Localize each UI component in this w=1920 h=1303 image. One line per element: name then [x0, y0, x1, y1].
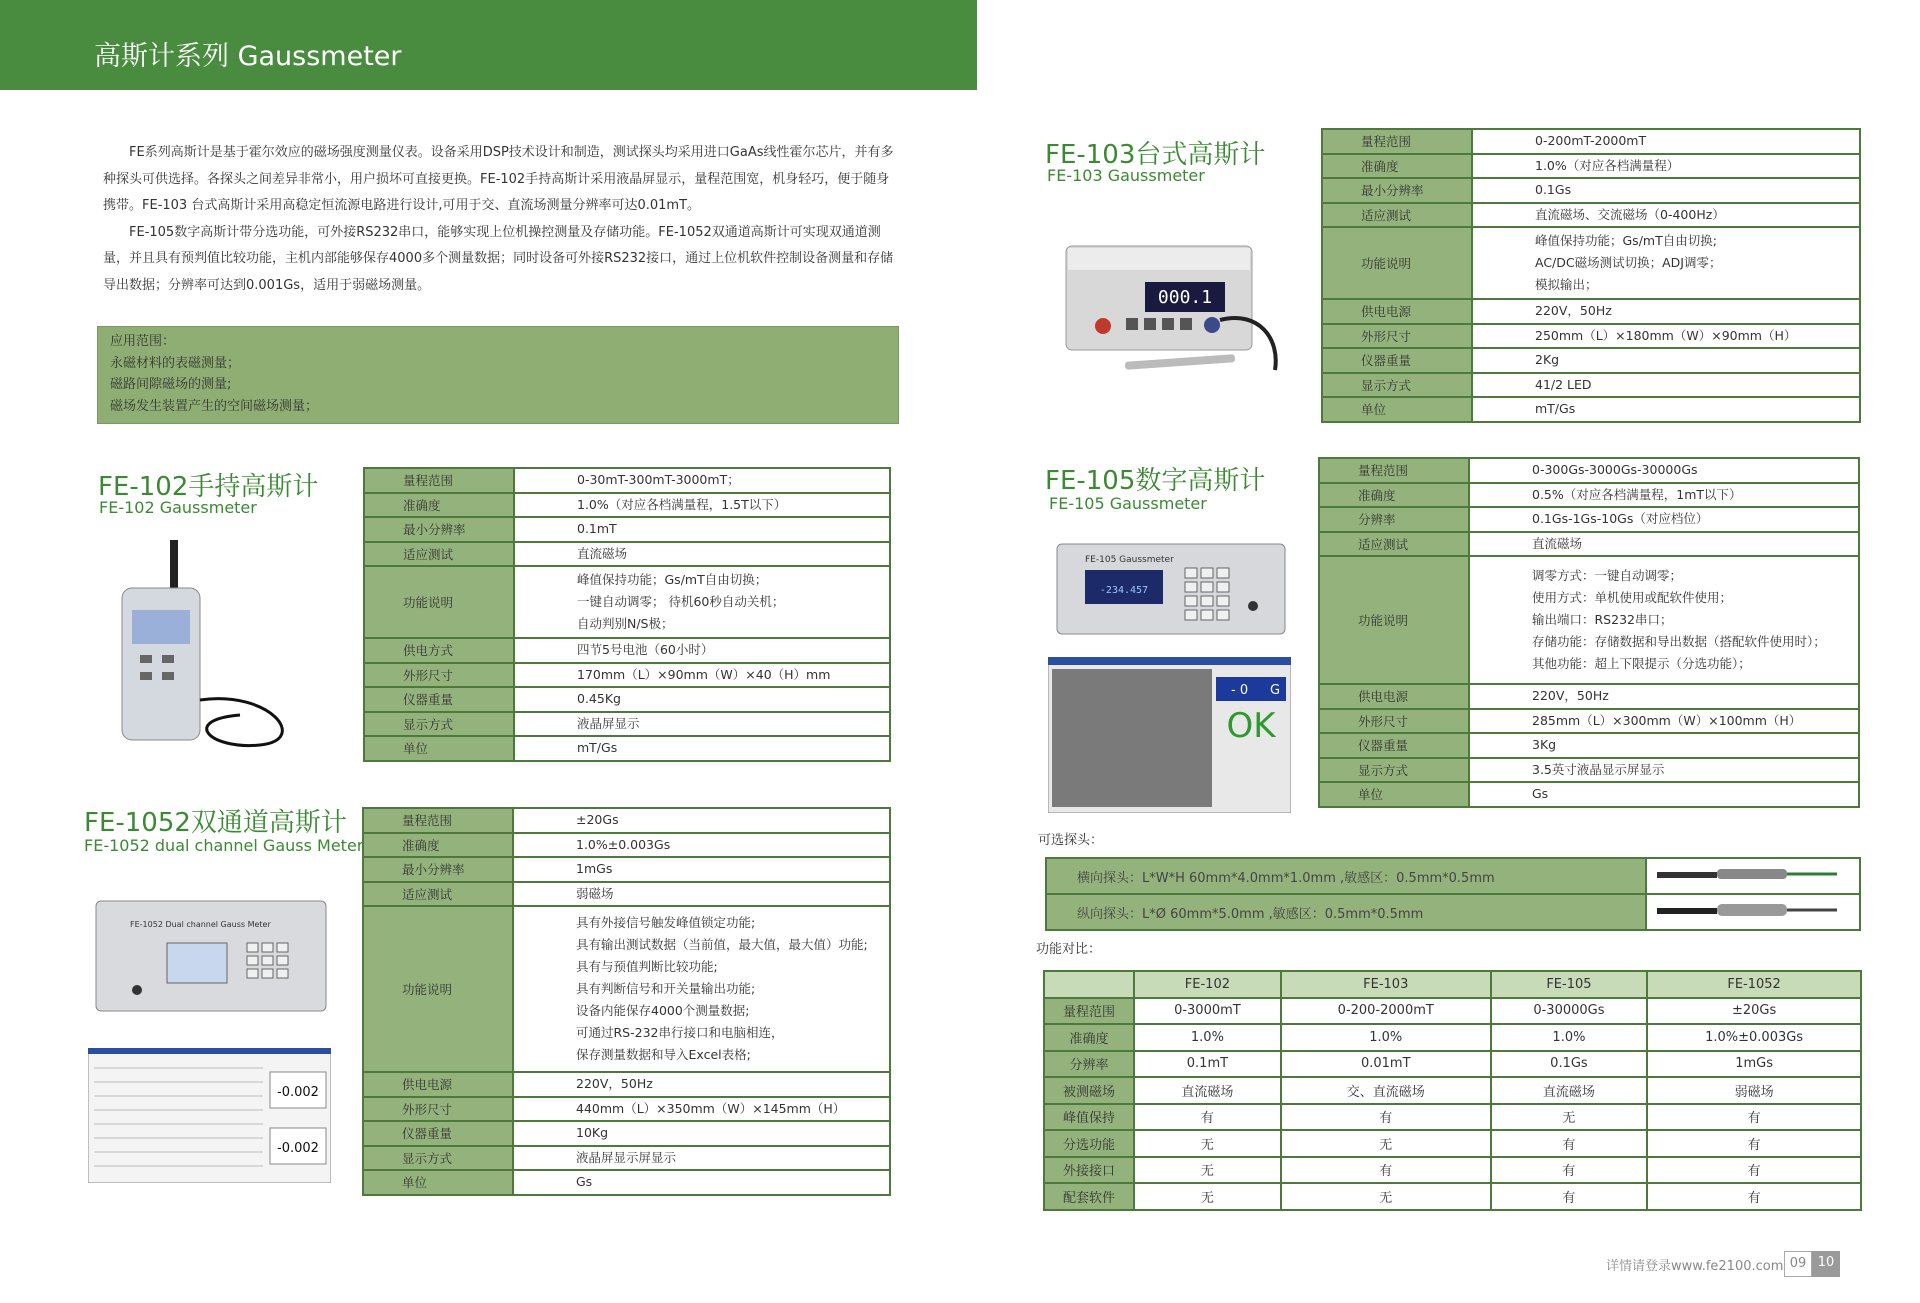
spec-key: 单位 [363, 1170, 513, 1195]
compare-cell: 0.01mT [1281, 1051, 1491, 1078]
compare-cell: 有 [1491, 1183, 1647, 1210]
spec-value [1469, 758, 1859, 783]
spec-value [513, 882, 890, 907]
compare-cell: 1.0% [1491, 1024, 1647, 1051]
applications-item: 永磁材料的表磁测量； [110, 355, 241, 371]
spec-key: 适应测试 [1322, 203, 1472, 228]
spec-row [1319, 458, 1859, 483]
spec-value-line: 液晶屏显示 [577, 715, 640, 731]
spec-row [1322, 324, 1860, 349]
compare-cell: 0-200-2000mT [1281, 998, 1491, 1025]
compare-header-cell: FE-105 [1491, 971, 1647, 998]
spec-value-line: 调零方式：一键自动调零； [1532, 568, 1683, 583]
fe105-screen-ok: OK [1226, 706, 1276, 746]
spec-key: 准确度 [364, 493, 514, 518]
fe1052-device-label: FE-1052 Dual channel Gauss Meter [130, 920, 271, 929]
spec-value-line: Gs [576, 1174, 593, 1190]
fe105-screen-unit: G [1270, 683, 1281, 698]
spec-value-line: 1.0%±0.003Gs [576, 836, 671, 852]
spec-key: 仪器重量 [1319, 733, 1469, 758]
compare-header-row [1044, 971, 1861, 998]
spec-key: 功能说明 [363, 906, 513, 1072]
compare-cell: 1.0%±0.003Gs [1647, 1024, 1861, 1051]
compare-cell: 无 [1134, 1183, 1281, 1210]
spec-value [514, 468, 890, 493]
compare-cell: 0-3000mT [1134, 998, 1281, 1025]
compare-cell: 无 [1491, 1104, 1647, 1131]
spec-value-line: 使用方式：单机使用或配软件使用； [1532, 590, 1733, 605]
compare-header-cell: FE-102 [1134, 971, 1281, 998]
spec-key: 最小分辨率 [364, 517, 514, 542]
spec-key: 功能说明 [364, 566, 514, 638]
spec-value [1472, 203, 1860, 228]
spec-key: 最小分辨率 [363, 857, 513, 882]
compare-cell: 有 [1281, 1157, 1491, 1184]
compare-cell: 弱磁场 [1647, 1077, 1861, 1104]
spec-value [1469, 483, 1859, 508]
spec-value-line: 具有外接信号触发峰值锁定功能; [576, 915, 756, 930]
probe-longitudinal: 纵向探头：L*Ø 60mm*5.0mm ,敏感区：0.5mm*0.5mm [1046, 894, 1646, 930]
compare-row [1044, 1051, 1861, 1078]
fe102-subtitle: FE-102 Gaussmeter [99, 498, 257, 517]
spec-key: 分辨率 [1319, 507, 1469, 532]
spec-value-line: 设备内能保存4000个测量数据; [576, 1003, 750, 1018]
spec-row [363, 808, 890, 833]
spec-value [1472, 178, 1860, 203]
spec-value-line: Gs [1532, 786, 1549, 802]
fe105-device-label: FE-105 Gaussmeter [1085, 555, 1174, 565]
compare-cell: 有 [1281, 1104, 1491, 1131]
spec-value-line: 四节5号电池（60小时） [577, 642, 714, 658]
spec-row [364, 566, 890, 638]
probes-table [1045, 857, 1861, 931]
fe1052-software-screenshot [88, 1048, 331, 1183]
spec-key: 外形尺寸 [364, 663, 514, 688]
compare-cell: 交、直流磁场 [1281, 1077, 1491, 1104]
spec-row [1322, 373, 1860, 398]
spec-value-line: AC/DC磁场测试切换；ADJ调零； [1535, 255, 1722, 270]
spec-value [514, 663, 890, 688]
spec-row [363, 1072, 890, 1097]
spec-row [1319, 684, 1859, 709]
spec-row [1322, 299, 1860, 324]
spec-value-line: mT/Gs [1535, 401, 1576, 417]
spec-value [514, 542, 890, 567]
spec-value-line: 其他功能：超上下限提示（分选功能）； [1532, 656, 1751, 671]
fe103-display: 000.1 [1157, 287, 1213, 308]
spec-row [363, 882, 890, 907]
spec-value [1472, 154, 1860, 179]
probe-row [1046, 858, 1860, 894]
spec-row [1322, 348, 1860, 373]
spec-value [1472, 129, 1860, 154]
compare-cell: 直流磁场 [1134, 1077, 1281, 1104]
spec-key: 显示方式 [1319, 758, 1469, 783]
spec-key: 适应测试 [363, 882, 513, 907]
fe105-device-display: -234.457 [1099, 585, 1149, 596]
spec-row [1322, 154, 1860, 179]
spec-key: 供电电源 [363, 1072, 513, 1097]
spec-value-line: 285mm（L）×300mm（W）×100mm（H） [1532, 712, 1802, 728]
spec-value [513, 1170, 890, 1195]
compare-cell: 1.0% [1134, 1024, 1281, 1051]
spec-row [1322, 203, 1860, 228]
spec-row [364, 493, 890, 518]
spec-value-line: 具有输出测试数据（当前值，最大值，最大值）功能; [576, 937, 868, 952]
compare-cell: ±20Gs [1647, 998, 1861, 1025]
spec-key: 最小分辨率 [1322, 178, 1472, 203]
compare-row [1044, 1183, 1861, 1210]
spec-key: 适应测试 [364, 542, 514, 567]
spec-row [1319, 758, 1859, 783]
spec-key: 量程范围 [363, 808, 513, 833]
spec-value [513, 1146, 890, 1171]
spec-key: 仪器重量 [1322, 348, 1472, 373]
spec-key: 单位 [364, 736, 514, 761]
spec-value-line: 0.1Gs-1Gs-10Gs（对应档位） [1532, 511, 1709, 527]
spec-value-line: 峰值保持功能；Gs/mT自由切换； [577, 572, 768, 587]
spec-value-line: 1.0%（对应各档满量程） [1535, 157, 1680, 173]
fe102-spec-table [363, 467, 891, 762]
fe1052-subtitle: FE-1052 dual channel Gauss Meter [84, 836, 364, 855]
spec-value [1472, 227, 1860, 299]
spec-key: 功能说明 [1319, 556, 1469, 684]
spec-value [514, 638, 890, 663]
spec-value-line: 41/2 LED [1535, 376, 1592, 392]
spec-value [1472, 397, 1860, 422]
spec-key: 准确度 [1322, 154, 1472, 179]
fe105-title: FE-105数字高斯计 [1045, 466, 1266, 496]
compare-header-cell: FE-1052 [1647, 971, 1861, 998]
spec-value-line: 220V，50Hz [1535, 303, 1612, 319]
spec-value-line: 0-300Gs-3000Gs-30000Gs [1532, 462, 1698, 478]
spec-row [1319, 507, 1859, 532]
compare-cell: 有 [1134, 1104, 1281, 1131]
spec-row [364, 517, 890, 542]
spec-value [1469, 507, 1859, 532]
spec-key: 外形尺寸 [1319, 709, 1469, 734]
spec-key: 仪器重量 [363, 1121, 513, 1146]
spec-value-line: 0.1Gs [1535, 182, 1572, 198]
footer-url[interactable]: 详情请登录www.fe2100.com [1606, 1259, 1784, 1274]
compare-cell: 无 [1281, 1183, 1491, 1210]
spec-value [1469, 733, 1859, 758]
spec-value-line: 3.5英寸液晶显示屏显示 [1532, 761, 1665, 777]
fe1052-device-photo [92, 895, 332, 1020]
probes-label: 可选探头： [1038, 833, 1104, 848]
spec-row [364, 542, 890, 567]
compare-cell: 0.1mT [1134, 1051, 1281, 1078]
applications-box [97, 326, 899, 424]
spec-value-line: 0.1mT [577, 521, 617, 537]
spec-row [364, 712, 890, 737]
fe102-title: FE-102手持高斯计 [98, 472, 319, 502]
spec-key: 准确度 [1319, 483, 1469, 508]
spec-row [363, 1170, 890, 1195]
spec-value [514, 517, 890, 542]
fe103-subtitle: FE-103 Gaussmeter [1047, 166, 1205, 185]
spec-row [363, 857, 890, 882]
probe-row [1046, 894, 1860, 930]
compare-row-key: 峰值保持 [1044, 1104, 1134, 1131]
spec-value-line: 3Kg [1532, 737, 1557, 753]
spec-value-line: ±20Gs [576, 812, 619, 828]
fe102-device-photo [110, 540, 310, 750]
spec-row [1322, 178, 1860, 203]
fe1052-spec-table [362, 807, 891, 1196]
compare-table [1043, 970, 1862, 1211]
fe1052-screen-value-1: -0.002 [277, 1085, 319, 1100]
spec-value [1472, 348, 1860, 373]
fe105-screen-value: - 0 [1231, 683, 1249, 698]
spec-value-line: 输出端口：RS232串口； [1532, 612, 1673, 627]
compare-cell: 有 [1491, 1130, 1647, 1157]
spec-value-line: 具有判断信号和开关量输出功能; [576, 981, 756, 996]
spec-value [513, 1072, 890, 1097]
fe103-spec-table [1321, 128, 1861, 423]
spec-key: 供电电源 [1322, 299, 1472, 324]
spec-row [363, 1146, 890, 1171]
spec-value [1469, 684, 1859, 709]
fe103-title: FE-103台式高斯计 [1045, 140, 1266, 170]
compare-row-key: 分辨率 [1044, 1051, 1134, 1078]
spec-key: 单位 [1322, 397, 1472, 422]
spec-row [1322, 129, 1860, 154]
spec-row [1319, 733, 1859, 758]
spec-row [1319, 782, 1859, 807]
compare-row-key: 分选功能 [1044, 1130, 1134, 1157]
spec-row [1319, 556, 1859, 684]
compare-row [1044, 1157, 1861, 1184]
spec-key: 显示方式 [364, 712, 514, 737]
spec-value [513, 833, 890, 858]
spec-value-line: 一键自动调零； 待机60秒自动关机； [577, 594, 785, 609]
spec-value-line: 1.0%（对应各档满量程，1.5T以下） [577, 496, 787, 512]
spec-value [1472, 373, 1860, 398]
spec-value [514, 712, 890, 737]
spec-value [513, 1097, 890, 1122]
spec-value [1469, 556, 1859, 684]
spec-value [1469, 532, 1859, 557]
spec-row [363, 1097, 890, 1122]
spec-row [364, 638, 890, 663]
intro-paragraph-2: FE-105数字高斯计带分选功能，可外接RS232串口，能够实现上位机操控测量及存储功能。FE-1052双通道高斯计可实现双通道测量，并且具有预判值比较功能，主机内部能够保存4000多个测量数据；同时设备可外接RS232接口，通过上位机软件控制设备测量和存储导出数据；分辨率可达到0.001Gs，适用于弱磁场测量。 [103, 224, 894, 293]
fe105-software-screenshot [1048, 657, 1291, 813]
spec-key: 量程范围 [364, 468, 514, 493]
fe105-spec-table [1318, 457, 1860, 808]
page-number-right: 10 [1812, 1251, 1840, 1277]
compare-cell: 有 [1647, 1183, 1861, 1210]
compare-row [1044, 1104, 1861, 1131]
spec-key: 功能说明 [1322, 227, 1472, 299]
compare-cell: 1mGs [1647, 1051, 1861, 1078]
spec-value-line: 440mm（L）×350mm（W）×145mm（H） [576, 1100, 846, 1116]
spec-value [514, 493, 890, 518]
compare-row-key: 被测磁场 [1044, 1077, 1134, 1104]
spec-row [363, 906, 890, 1072]
compare-cell: 直流磁场 [1491, 1077, 1647, 1104]
applications-heading: 应用范围： [110, 334, 176, 349]
spec-row [1319, 483, 1859, 508]
fe1052-screen-value-2: -0.002 [277, 1141, 319, 1156]
compare-row [1044, 998, 1861, 1025]
spec-value-line: 液晶屏显示屏显示 [576, 1149, 677, 1165]
spec-key: 仪器重量 [364, 687, 514, 712]
spec-row [364, 736, 890, 761]
spec-value [1472, 324, 1860, 349]
spec-value-line: 220V，50Hz [576, 1076, 653, 1092]
applications-item: 磁路间隙磁场的测量; [110, 377, 232, 392]
spec-value-line: 0.5%（对应各档满量程，1mT以下） [1532, 486, 1742, 502]
spec-value-line: 170mm（L）×90mm（W）×40（H）mm [577, 666, 831, 682]
spec-key: 准确度 [363, 833, 513, 858]
spec-value-line: 2Kg [1535, 352, 1560, 368]
compare-header-cell [1044, 971, 1134, 998]
spec-value-line: 0.45Kg [577, 691, 621, 707]
probe-transverse: 横向探头：L*W*H 60mm*4.0mm*1.0mm ,敏感区：0.5mm*0.5mm [1046, 858, 1646, 894]
compare-cell: 无 [1281, 1130, 1491, 1157]
spec-key: 显示方式 [1322, 373, 1472, 398]
spec-key: 适应测试 [1319, 532, 1469, 557]
spec-value-line: 直流磁场 [1532, 535, 1583, 551]
spec-row [363, 1121, 890, 1146]
spec-value-line: mT/Gs [577, 740, 618, 756]
spec-value-line: 弱磁场 [576, 885, 614, 901]
spec-value-line: 保存测量数据和导入Excel表格; [576, 1047, 751, 1062]
spec-row [364, 687, 890, 712]
spec-value [514, 566, 890, 638]
applications-item: 磁场发生装置产生的空间磁场测量； [110, 398, 319, 414]
compare-cell: 有 [1647, 1130, 1861, 1157]
page-title: 高斯计系列 Gaussmeter [94, 41, 402, 72]
spec-value [1469, 782, 1859, 807]
spec-row [1319, 709, 1859, 734]
fe105-device-photo [1055, 540, 1290, 640]
intro-paragraph-1: FE系列高斯计是基于霍尔效应的磁场强度测量仪表。设备采用DSP技术设计和制造，测试探头均采用进口GaAs线性霍尔芯片，并有多种探头可供选择。各探头之间差异非常小，用户损坏可直接更换。FE-102手持高斯计采用液晶屏显示，量程范围宽，机身轻巧，便于随身携带。FE-103 台式高斯计采用高稳定恒流源电路进行设计,可用于交、直流场测量分辨率可达0.01mT。 [103, 145, 894, 213]
spec-value-line: 0-200mT-2000mT [1535, 133, 1647, 149]
spec-key: 单位 [1319, 782, 1469, 807]
spec-value-line: 自动判别N/S极； [577, 616, 674, 631]
compare-row [1044, 1077, 1861, 1104]
spec-value [513, 1121, 890, 1146]
spec-key: 外形尺寸 [1322, 324, 1472, 349]
compare-label: 功能对比： [1036, 942, 1102, 957]
spec-row [364, 468, 890, 493]
fe103-device-photo [1060, 230, 1310, 380]
compare-cell: 有 [1647, 1104, 1861, 1131]
spec-key: 外形尺寸 [363, 1097, 513, 1122]
intro-text [103, 140, 901, 299]
spec-value [513, 857, 890, 882]
compare-cell: 0.1Gs [1491, 1051, 1647, 1078]
compare-cell: 无 [1134, 1130, 1281, 1157]
compare-row-key: 量程范围 [1044, 998, 1134, 1025]
spec-row [363, 833, 890, 858]
compare-cell: 有 [1491, 1157, 1647, 1184]
probe-longitudinal-image [1646, 894, 1860, 930]
spec-value [1472, 299, 1860, 324]
compare-row-key: 外接接口 [1044, 1157, 1134, 1184]
compare-row-key: 准确度 [1044, 1024, 1134, 1051]
spec-key: 显示方式 [363, 1146, 513, 1171]
compare-cell: 1.0% [1281, 1024, 1491, 1051]
spec-row [364, 663, 890, 688]
spec-value-line: 10Kg [576, 1125, 609, 1141]
compare-row [1044, 1024, 1861, 1051]
spec-value [514, 687, 890, 712]
spec-value [514, 736, 890, 761]
compare-row-key: 配套软件 [1044, 1183, 1134, 1210]
compare-row [1044, 1130, 1861, 1157]
spec-value-line: 可通过RS-232串行接口和电脑相连， [576, 1025, 784, 1040]
spec-row [1322, 227, 1860, 299]
spec-value [1469, 709, 1859, 734]
spec-value-line: 直流磁场、交流磁场（0-400Hz） [1535, 206, 1725, 222]
spec-value-line: 250mm（L）×180mm（W）×90mm（H） [1535, 327, 1797, 343]
spec-row [1322, 397, 1860, 422]
compare-header-cell: FE-103 [1281, 971, 1491, 998]
spec-value-line: 0-30mT-300mT-3000mT； [577, 472, 740, 488]
spec-value [513, 808, 890, 833]
compare-cell: 有 [1647, 1157, 1861, 1184]
spec-key: 供电电源 [1319, 684, 1469, 709]
spec-key: 量程范围 [1319, 458, 1469, 483]
compare-cell: 无 [1134, 1157, 1281, 1184]
spec-value-line: 峰值保持功能；Gs/mT自由切换; [1535, 233, 1717, 248]
spec-value [513, 906, 890, 1072]
spec-value-line: 220V，50Hz [1532, 688, 1609, 704]
spec-value [1469, 458, 1859, 483]
spec-key: 供电方式 [364, 638, 514, 663]
compare-cell: 0-30000Gs [1491, 998, 1647, 1025]
spec-row [1319, 532, 1859, 557]
spec-value-line: 具有与预值判断比较功能; [576, 959, 718, 974]
spec-value-line: 模拟输出； [1535, 277, 1598, 292]
probe-transverse-image [1646, 858, 1860, 894]
fe1052-title: FE-1052双通道高斯计 [84, 808, 347, 838]
spec-value-line: 直流磁场 [577, 545, 628, 561]
spec-value-line: 1mGs [576, 861, 613, 877]
page-number-left: 09 [1784, 1251, 1812, 1277]
spec-value-line: 存储功能：存储数据和导出数据（搭配软件使用时）； [1532, 634, 1826, 649]
spec-key: 量程范围 [1322, 129, 1472, 154]
fe105-subtitle: FE-105 Gaussmeter [1049, 494, 1207, 513]
